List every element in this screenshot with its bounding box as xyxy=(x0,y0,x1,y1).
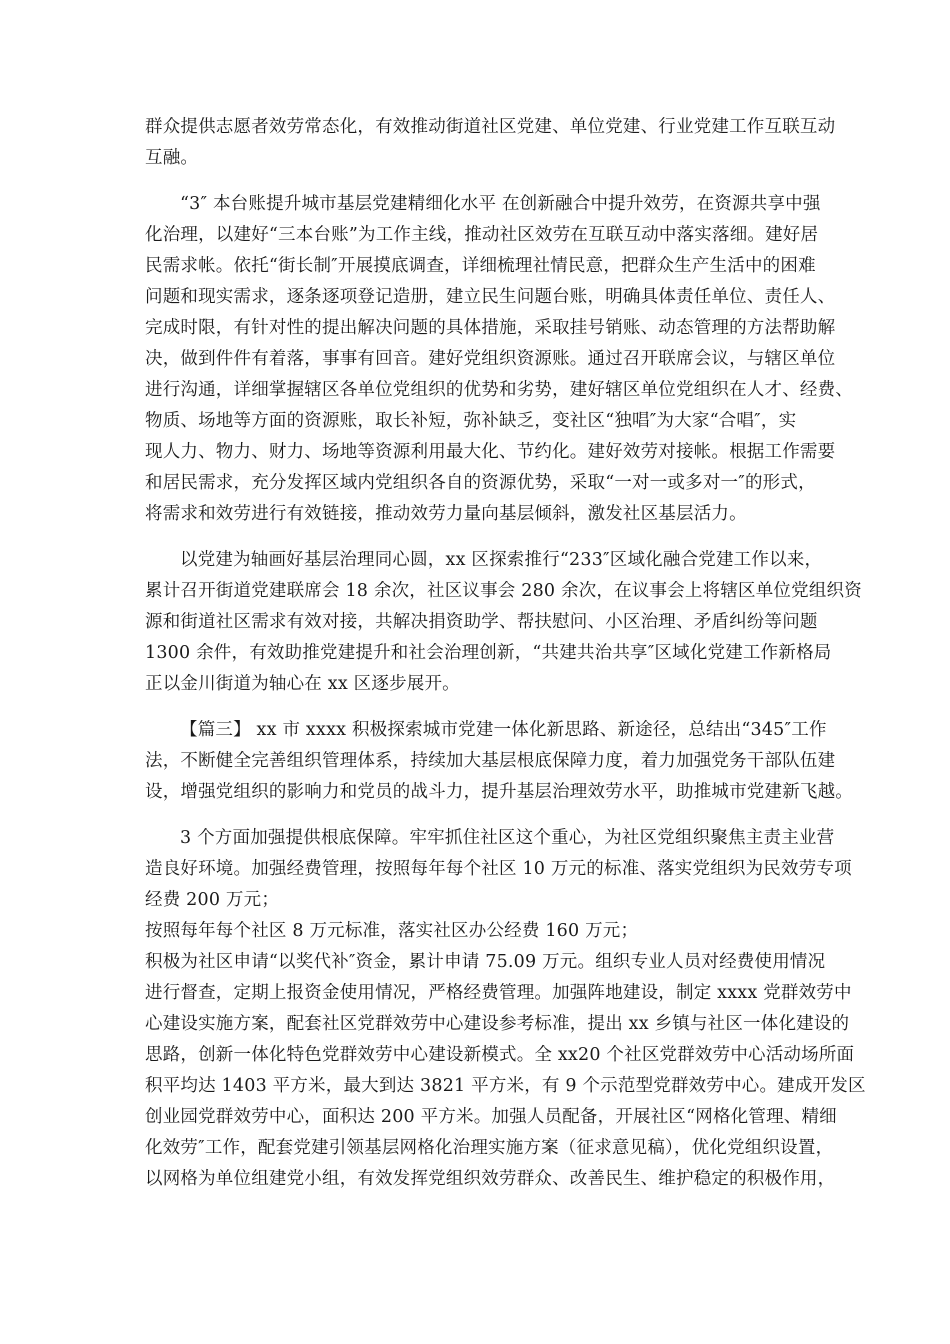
text-line: 造良好环境。加强经费管理，按照每年每个社区 10 万元的标准、落实党组织为民效劳专项 xyxy=(145,859,852,879)
text-line: 积极为社区申请“以奖代补″资金，累计申请 75.09 万元。组织专业人员对经费使用情况 xyxy=(145,952,826,972)
text-line: 按照每年每个社区 8 万元标准，落实社区办公经费 160 万元； xyxy=(145,921,639,941)
text-line: 问题和现实需求，逐条逐项登记造册，建立民生问题台账，明确具体责任单位、责任人、 xyxy=(145,287,836,307)
text-line: 源和街道社区需求有效对接，共解决捐资助学、帮扶慰问、小区治理、矛盾纠纷等问题 xyxy=(145,612,818,632)
text-line: 思路，创新一体化特色党群效劳中心建设新模式。全 xx20 个社区党群效劳中心活动场所面 xyxy=(145,1045,855,1065)
text-line: 民需求帐。依托“街长制″开展摸底调查，详细梳理社情民意，把群众生产生活中的困难 xyxy=(145,256,816,276)
text-line: 进行沟通，详细掌握辖区各单位党组织的优势和劣势，建好辖区单位党组织在人才、经费、 xyxy=(145,380,853,400)
text-line: 正以金川街道为轴心在 xx 区逐步展开。 xyxy=(145,674,460,694)
text-line: 群众提供志愿者效劳常态化，有效推动街道社区党建、单位党建、行业党建工作互联互动 xyxy=(145,117,836,137)
text-line: 将需求和效劳进行有效链接，推动效劳力量向基层倾斜，激发社区基层活力。 xyxy=(145,504,747,524)
section-heading-line: 【篇三】 xx 市 xxxx 积极探索城市党建一体化新思路、新途径，总结出“345″工作 xyxy=(180,720,827,740)
text-line: 1300 余件，有效助推党建提升和社会治理创新，“共建共治共享″区域化党建工作新格局 xyxy=(145,643,832,663)
text-line: 完成时限，有针对性的提出解决问题的具体措施，采取挂号销账、动态管理的方法帮助解 xyxy=(145,318,836,338)
text-line: 心建设实施方案，配套社区党群效劳中心建设参考标准，提出 xx 乡镇与社区一体化建设的 xyxy=(145,1014,850,1034)
text-line: 决，做到件件有着落，事事有回音。建好党组织资源账。通过召开联席会议，与辖区单位 xyxy=(145,349,836,369)
text-line: 以网格为单位组建党小组，有效发挥党组织效劳群众、改善民生、维护稳定的积极作用， xyxy=(145,1169,836,1189)
text-line: 设，增强党组织的影响力和党员的战斗力，提升基层治理效劳水平，助推城市党建新飞越。 xyxy=(145,782,853,802)
text-line: 进行督查，定期上报资金使用情况，严格经费管理。加强阵地建设，制定 xxxx 党群效劳中 xyxy=(145,983,852,1003)
paragraph-first-line: 3 个方面加强提供根底保障。牢牢抓住社区这个重心，为社区党组织聚焦主责主业营 xyxy=(180,828,835,848)
paragraph-first-line: 以党建为轴画好基层治理同心圆，xx 区探索推行“233″区域化融合党建工作以来， xyxy=(180,550,823,570)
text-line: 积平均达 1403 平方米，最大到达 3821 平方米，有 9 个示范型党群效劳中心。建成开发区 xyxy=(145,1076,866,1096)
text-line: 化治理，以建好“三本台账”为工作主线，推动社区效劳在互联互动中落实落细。建好居 xyxy=(145,225,819,245)
text-line: 法，不断健全完善组织管理体系，持续加大基层根底保障力度，着力加强党务干部队伍建 xyxy=(145,751,836,771)
paragraph-first-line: “3″ 本台账提升城市基层党建精细化水平 在创新融合中提升效劳，在资源共享中强 xyxy=(180,194,821,214)
text-line: 和居民需求，充分发挥区域内党组织各自的资源优势，采取“一对一或多对一″的形式， xyxy=(145,473,816,493)
text-line: 经费 200 万元； xyxy=(145,890,280,910)
text-line: 现人力、物力、财力、场地等资源利用最大化、节约化。建好效劳对接帐。根据工作需要 xyxy=(145,442,836,462)
text-line: 累计召开街道党建联席会 18 余次，社区议事会 280 余次，在议事会上将辖区单位党组织资 xyxy=(145,581,862,601)
text-line: 物质、场地等方面的资源账，取长补短，弥补缺乏，变社区“独唱″为大家“合唱″，实 xyxy=(145,411,797,431)
text-line: 创业园党群效劳中心，面积达 200 平方米。加强人员配备，开展社区“网格化管理、精细 xyxy=(145,1107,837,1127)
text-line: 化效劳″工作，配套党建引领基层网格化治理实施方案（征求意见稿），优化党组织设置， xyxy=(145,1138,834,1158)
text-line: 互融。 xyxy=(145,148,199,168)
